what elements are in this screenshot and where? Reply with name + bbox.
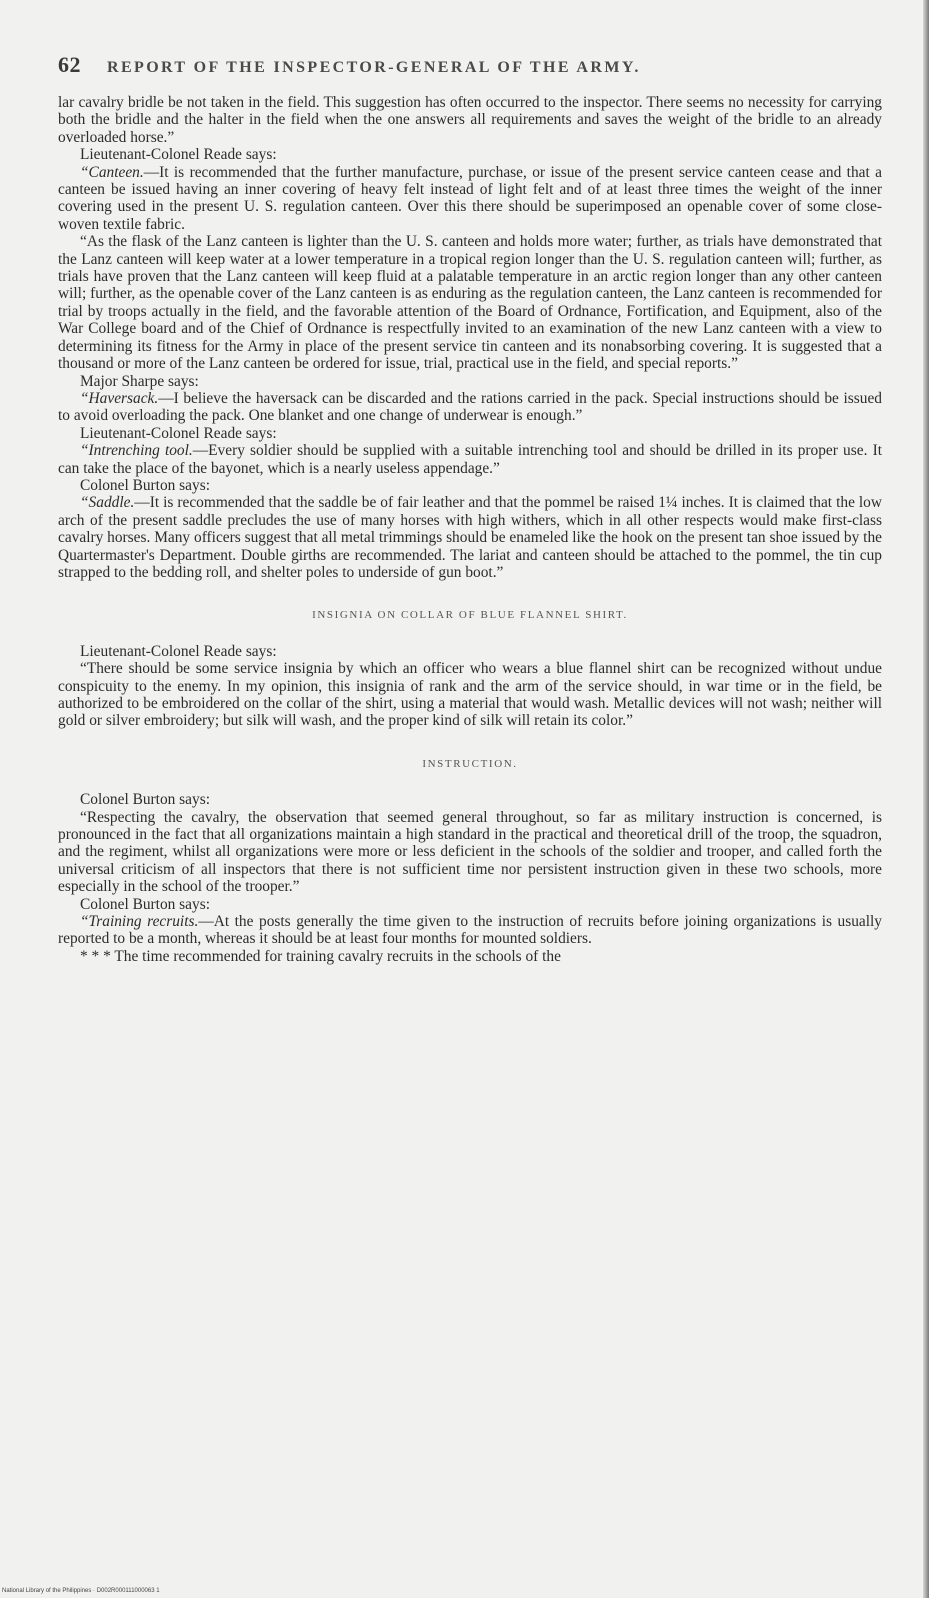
paragraph [58, 809, 882, 896]
speaker-line: Colonel Burton says: [80, 895, 210, 913]
library-credit: National Library of the Philippines · D002R000111000063 1 [2, 1588, 160, 1594]
speaker-line: Lieutenant-Colonel Reade says: [80, 642, 277, 660]
paragraph-text: “As the flask of the Lanz canteen is lighter than the U. S. canteen and holds more water; further, as trials have demonstrated that the Lanz canteen will keep water at a lower temperature in a tropical region longer than the U. S. regulation canteen will; further, as trials have proven that the Lanz canteen will keep fluid at a palatable temperature in an arctic region longer than any other canteen will; further, as the openable cover of the Lanz canteen is as enduring as the regulation canteen, the Lanz canteen is recommended for trial by troops actually in the field, and the favorable attention of the Board of Ordnance, Fortification, and Equipment, also of the War College board and of the Chief of Ordnance is respectfully invited to an examination of the new Lanz canteen with a view to determining its fitness for the Army in place of the present service tin canteen and its nonabsorbing covering. It is suggested that a thousand or more of the Lanz canteen be ordered for issue, trial, practical use in the field, and special reports.” [58, 233, 882, 373]
speaker-line: Colonel Burton says: [80, 791, 210, 809]
paragraph-text: —It is recommended that the further manufacture, purchase, or issue of the present service canteen cease and that a canteen be issued having an inner covering of heavy felt instead of light felt and of at least three times the weight of the inner covering used in the present U. S. regulation canteen. Over this there should be superimposed an openable cover of some close-woven textile fabric. [58, 163, 882, 233]
section-heading: INSIGNIA ON COLLAR OF BLUE FLANNEL SHIRT. [312, 609, 628, 622]
page-number: 62 [58, 52, 81, 77]
running-header [58, 52, 882, 78]
speaker-line: Lieutenant-Colonel Reade says: [80, 424, 277, 442]
paragraph [58, 913, 882, 948]
paragraph-lead-term: “Canteen. [80, 163, 144, 181]
paragraph-text: lar cavalry bridle be not taken in the field. This suggestion has often occurred to the inspector. There seems no necessity for carrying both the bridle and the halter in the field when the one answers all requirements and saves the weight of the bridle to an already overloaded horse.” [58, 94, 882, 146]
paragraph-lead-term: “Intrenching tool. [80, 442, 193, 460]
paragraph [58, 442, 882, 477]
paragraph [58, 494, 882, 581]
page-edge-shadow [923, 0, 929, 1598]
paragraph-text: —It is recommended that the saddle be of fair leather and that the pommel be raised 1¼ inches. It is claimed that the low arch of the present saddle precludes the use of many horses with high withers, which in all other respects would make first-class cavalry horses. Many officers suggest that all metal trimmings should be enameled like the hook on the present tan shoe issued by the Quartermaster's Department. Double girths are recommended. The lariat and canteen should be attached to the pommel, the tin cup strapped to the bedding roll, and shelter poles to underside of gun boot.” [58, 494, 882, 581]
speaker-line: Colonel Burton says: [80, 476, 210, 494]
paragraph [58, 94, 882, 146]
running-title: REPORT OF THE INSPECTOR-GENERAL OF THE ARMY. [107, 59, 641, 76]
paragraph [58, 660, 882, 730]
paragraph-text: “Respecting the cavalry, the observation that seemed general throughout, so far as military instruction is concerned, is pronounced in the fact that all organizations maintain a high standard in the practical and theoretical drill of the troop, the squadron, and the regiment, whilst all organizations were more or less deficient in the schools of the soldier and trooper, and called forth the universal criticism of all inspectors that there is not sufficient time nor persistent instruction given in these two schools, more especially in the school of the trooper.” [58, 808, 882, 896]
paragraph [58, 390, 882, 425]
speaker-line: Major Sharpe says: [80, 372, 199, 390]
paragraph-text: —Every soldier should be supplied with a suitable intrenching tool and should be drilled in its proper use. It can take the place of the bayonet, which is a nearly useless appendage.” [58, 442, 882, 477]
document-body [58, 94, 882, 965]
paragraph-text: “There should be some service insignia by which an officer who wears a blue flannel shirt can be recognized without undue conspicuity to the enemy. In my opinion, this insignia of rank and the arm of the service should, in war time or in the field, be authorized to be embroidered on the collar of the shirt, using a material that would wash. Metallic devices will not wash; neither will gold or silver embroidery; but silk will wash, and the proper kind of silk will retain its color.” [58, 660, 882, 730]
paragraph-text: —At the posts generally the time given to the instruction of recruits before joining organizations is usually reported to be a month, whereas it should be at least four months for mounted soldiers. [58, 913, 882, 948]
paragraph [58, 233, 882, 372]
paragraph-lead-term: “Training recruits. [80, 913, 199, 931]
paragraph-text: —I believe the haversack can be discarded and the rations carried in the pack. Special instructions should be issued to avoid overloading the pack. One blanket and one change of underwear is enough.” [58, 389, 882, 425]
section-heading: INSTRUCTION. [422, 757, 518, 770]
paragraph [58, 164, 882, 234]
document-page [58, 52, 882, 965]
paragraph-text: * * * The time recommended for training cavalry recruits in the schools of the [80, 947, 561, 965]
speaker-line: Lieutenant-Colonel Reade says: [80, 146, 277, 164]
paragraph-lead-term: “Saddle. [80, 494, 135, 512]
paragraph [58, 948, 882, 965]
paragraph-lead-term: “Haversack. [80, 389, 159, 407]
